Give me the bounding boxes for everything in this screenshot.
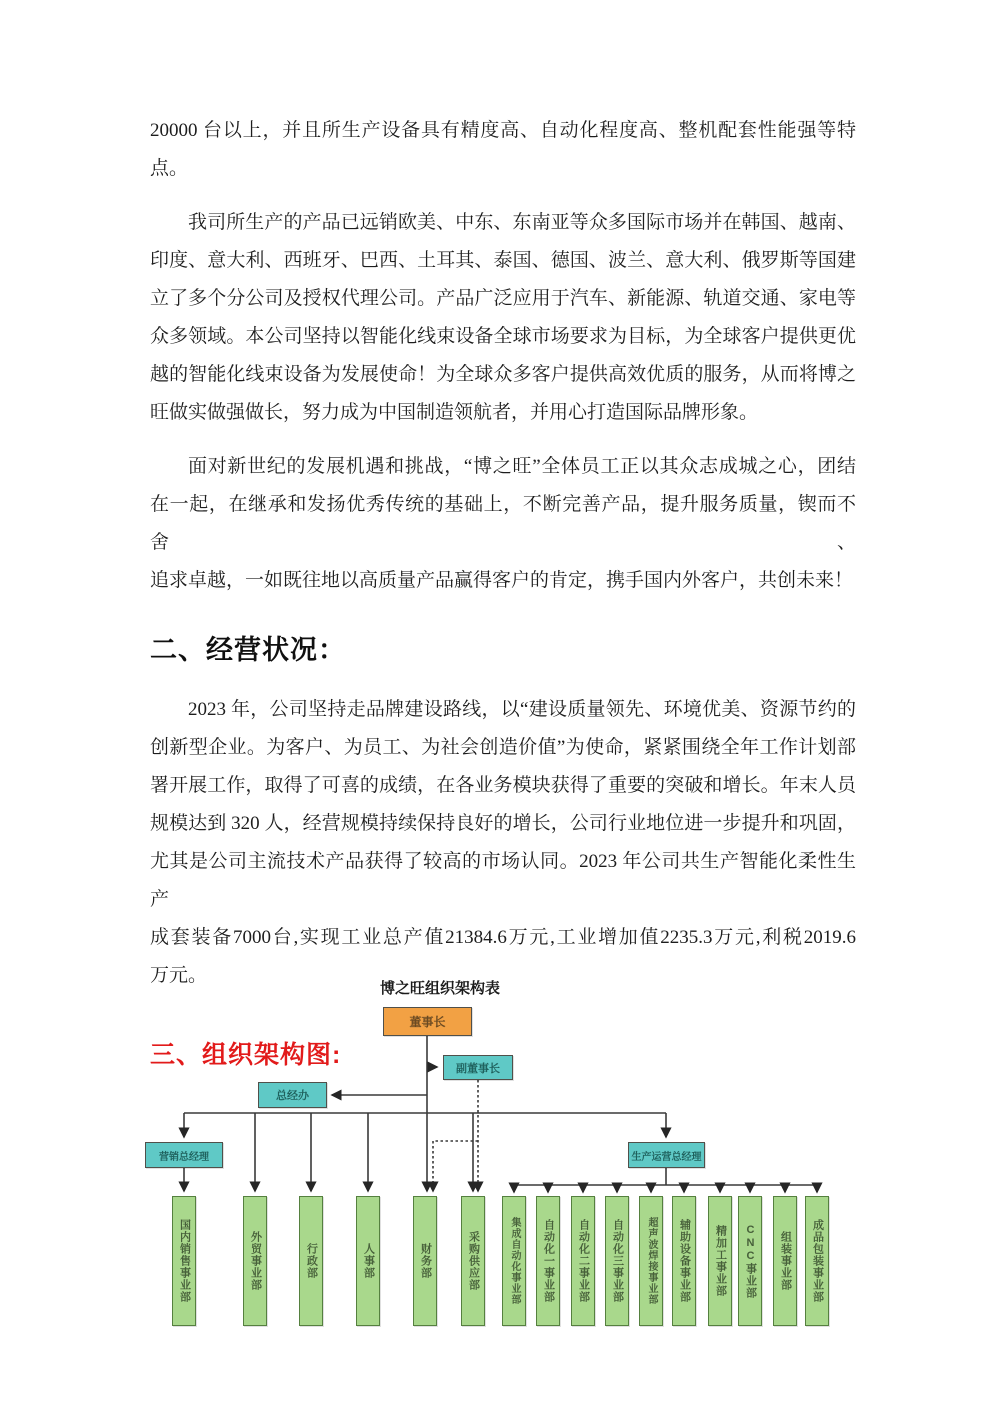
- org-dept-finance: 财务部: [413, 1196, 437, 1326]
- text-line: 越的智能化线束设备为发展使命！为全球众多客户提供高效优质的服务，从而将博之: [150, 364, 856, 385]
- org-dept-automation-3: 自动化三事业部: [605, 1196, 629, 1326]
- org-dept-precision-machining: 精加工事业部: [708, 1196, 732, 1326]
- paragraph-markets: [150, 204, 856, 432]
- org-chart-title: 博之旺组织架构表: [379, 980, 500, 997]
- text-line: 尤其是公司主流技术产品获得了较高的市场认同。2023 年公司共生产智能化柔性生产: [150, 851, 856, 910]
- org-dept-automation-1: 自动化一事业部: [536, 1196, 560, 1326]
- org-node-gm-office: 总经办: [258, 1082, 327, 1108]
- paragraph-products-continued: [150, 112, 856, 188]
- org-node-production-gm: 生产运营总经理: [628, 1142, 705, 1168]
- text-line: 在一起，在继承和发扬优秀传统的基础上，不断完善产品，提升服务质量，锲而不舍、: [150, 494, 856, 553]
- org-node-marketing-gm: 营销总经理: [145, 1142, 223, 1168]
- text-line: 面对新世纪的发展机遇和挑战，“博之旺”全体员工正以其众志成城之心，团结: [188, 456, 856, 477]
- document-body: [150, 112, 856, 1079]
- text-line: 成套装备7000台,实现工业总产值21384.6万元,工业增加值2235.3万元,利税2019.6: [150, 927, 856, 948]
- text-line: 署开展工作，取得了可喜的成绩，在各业务模块获得了重要的突破和增长。年末人员: [150, 775, 856, 796]
- text-line: 2023 年，公司坚持走品牌建设路线，以“建设质量领先、环境优美、资源节约的: [188, 699, 856, 720]
- text-line: 印度、意大利、西班牙、巴西、土耳其、泰国、德国、波兰、意大利、俄罗斯等国建: [150, 250, 856, 271]
- org-dept-integrated-automation: 集成自动化事业部: [502, 1196, 526, 1326]
- org-dept-ultrasonic-welding: 超声波焊接事业部: [639, 1196, 663, 1326]
- org-dept-domestic-sales: 国内销售事业部: [172, 1196, 196, 1326]
- text-line: 万元。: [150, 965, 208, 986]
- org-dept-auxiliary-equipment: 辅助设备事业部: [672, 1196, 696, 1326]
- section-heading-org-chart: 三、组织架构图:: [150, 1041, 342, 1069]
- paragraph-operations-2023: [150, 691, 856, 995]
- org-node-chairman: 董事长: [383, 1007, 472, 1036]
- text-line: 创新型企业。为客户、为员工、为社会创造价值”为使命，紧紧围绕全年工作计划部: [150, 737, 856, 758]
- org-dept-cnc: CNC事业部: [738, 1196, 762, 1326]
- text-line: 众多领域。本公司坚持以智能化线束设备全球市场要求为目标，为全球客户提供更优: [150, 326, 856, 347]
- org-dept-automation-2: 自动化二事业部: [571, 1196, 595, 1326]
- text-line: 旺做实做强做长，努力成为中国制造领航者，并用心打造国际品牌形象。: [150, 402, 759, 423]
- text-line: 立了多个分公司及授权代理公司。产品广泛应用于汽车、新能源、轨道交通、家电等: [150, 288, 856, 309]
- org-dept-finished-packaging: 成品包装事业部: [805, 1196, 829, 1326]
- text-line: 20000 台以上，并且所生产设备具有精度高、自动化程度高、整机配套性能强等特点。: [150, 120, 856, 179]
- org-dept-assembly: 组装事业部: [773, 1196, 797, 1326]
- org-node-vice-chairman: 副董事长: [443, 1055, 513, 1080]
- text-line: 追求卓越，一如既往地以高质量产品赢得客户的肯定，携手国内外客户，共创未来！: [150, 570, 854, 591]
- org-dept-hr: 人事部: [356, 1196, 380, 1326]
- org-dept-administration: 行政部: [299, 1196, 323, 1326]
- text-line: 规模达到 320 人，经营规模持续保持良好的增长，公司行业地位进一步提升和巩固，: [150, 813, 856, 834]
- org-chart: [140, 975, 880, 1350]
- section-heading-operations: 二、经营状况：: [150, 635, 346, 665]
- text-line: 我司所生产的产品已远销欧美、中东、东南亚等众多国际市场并在韩国、越南、: [188, 212, 856, 233]
- org-dept-procurement: 采购供应部: [461, 1196, 485, 1326]
- paragraph-vision: [150, 448, 856, 600]
- org-dept-foreign-trade: 外贸事业部: [243, 1196, 267, 1326]
